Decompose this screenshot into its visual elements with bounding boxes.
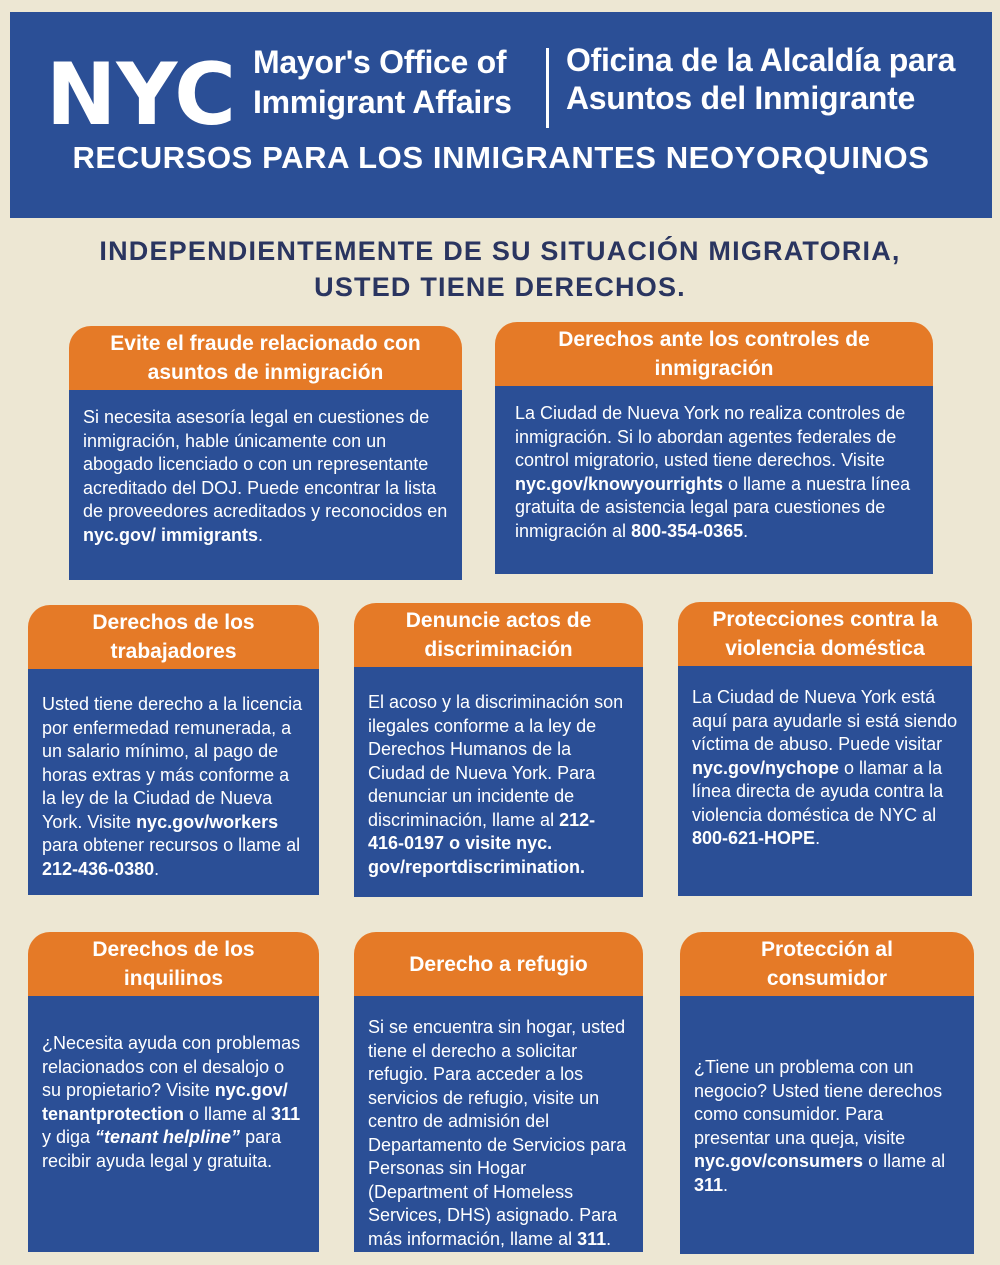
card-body: ¿Necesita ayuda con problemas relacionados con el desalojo o su propietario? Visite nyc.gov/ tenantprotection o llame al 311 y diga “tenant helpline” para recibir ayuda legal y gratuita.: [28, 996, 319, 1252]
link-consumers[interactable]: nyc.gov/consumers: [694, 1151, 864, 1171]
card-title: Protección al consumidor: [680, 932, 974, 996]
phone-311[interactable]: 311: [271, 1103, 301, 1124]
office-name-es-line1: Oficina de la Alcaldía para: [566, 42, 956, 78]
headline-line2: USTED TIENE DERECHOS.: [314, 272, 686, 302]
card-body: ¿Tiene un problema con un negocio? Usted tiene derechos como consumidor. Para presentar una queja, visite nyc.gov/consumers o llame al 311.: [680, 996, 974, 1254]
svg-text:NYC: NYC: [46, 56, 236, 132]
card-immigration-fraud: [69, 326, 462, 580]
card-discrimination: [354, 603, 643, 897]
banner-title: RECURSOS PARA LOS INMIGRANTES NEOYORQUINOS: [72, 140, 930, 175]
tenant-helpline-phrase: “tenant helpline”: [95, 1127, 241, 1147]
office-name-en-line1: Mayor's Office of: [253, 44, 507, 80]
card-title: Derechos de los inquilinos: [28, 932, 319, 996]
phone-legal-line[interactable]: 800-354-0365: [631, 520, 744, 541]
card-consumer-protection: [680, 932, 974, 1254]
card-body: La Ciudad de Nueva York no realiza controles de inmigración. Si lo abordan agentes federales de control migratorio, usted tiene derechos. Visite nyc.gov/knowyourrights o llame a nuestra línea gratuita de asistencia legal para cuestiones de inmigración al 800-354-0365.: [495, 386, 933, 574]
title-divider: [546, 48, 549, 128]
card-body: Usted tiene derecho a la licencia por enfermedad remunerada, a un salario mínimo, al pago de horas extras y más conforme a la ley de la Ciudad de Nueva York. Visite nyc.gov/workers para obtener recursos o llame al 212-436-0380.: [28, 669, 319, 895]
header-banner: [10, 12, 992, 218]
link-reportdiscrimination[interactable]: 212-416-0197 o visite nyc. gov/reportdiscrimination.: [368, 809, 596, 877]
link-workers[interactable]: nyc.gov/workers: [136, 811, 279, 832]
card-body: Si se encuentra sin hogar, usted tiene el derecho a solicitar refugio. Para acceder a los servicios de refugio, visite un centro de admisión del Departamento de Servicios para Personas sin Hogar (Department of Homeless Services, DHS) asignado. Para más información, llame al 311.: [354, 996, 643, 1252]
card-title: Derecho a refugio: [354, 932, 643, 996]
card-right-to-shelter: [354, 932, 643, 1252]
card-body: Si necesita asesoría legal en cuestiones de inmigración, hable únicamente con un abogado licenciado o con un representante acreditado del DOJ. Puede encontrar la lista de proveedores acreditados y reconocidos en nyc.gov/ immigrants.: [69, 390, 462, 580]
nyc-logo: [46, 56, 242, 132]
card-title: Protecciones contra la violencia doméstica: [678, 602, 972, 666]
phone-311[interactable]: 311: [694, 1174, 724, 1195]
card-title: Denuncie actos de discriminación: [354, 603, 643, 667]
office-name-en-line2: Immigrant Affairs: [253, 84, 512, 120]
phone-hope[interactable]: 800-621-HOPE: [692, 828, 816, 848]
link-knowyourrights[interactable]: nyc.gov/knowyourrights: [515, 473, 724, 494]
card-title: Evite el fraude relacionado con asuntos de inmigración: [69, 326, 462, 390]
office-name-es-line2: Asuntos del Inmigrante: [566, 80, 915, 116]
phone-311[interactable]: 311: [577, 1228, 607, 1249]
card-tenants-rights: [28, 932, 319, 1252]
card-title: Derechos de los trabajadores: [28, 605, 319, 669]
card-title: Derechos ante los controles de inmigración: [495, 322, 933, 386]
link-immigrants[interactable]: nyc.gov/ immigrants: [83, 524, 259, 545]
card-immigration-controls: [495, 322, 933, 574]
card-workers-rights: [28, 605, 319, 895]
headline-line1: INDEPENDIENTEMENTE DE SU SITUACIÓN MIGRATORIA,: [99, 236, 901, 266]
card-domestic-violence: [678, 602, 972, 896]
card-body: El acoso y la discriminación son ilegales conforme a la ley de Derechos Humanos de la Ciudad de Nueva York. Para denunciar un incidente de discriminación, llame al 212-416-0197 o visite nyc. gov/reportdiscrimination.: [354, 667, 643, 897]
link-tenantprotection[interactable]: nyc.gov/ tenantprotection: [42, 1080, 288, 1124]
phone-workers[interactable]: 212-436-0380: [42, 858, 155, 879]
link-nychope[interactable]: nyc.gov/nychope: [692, 757, 840, 778]
card-body: La Ciudad de Nueva York está aquí para ayudarle si está siendo víctima de abuso. Puede visitar nyc.gov/nychope o llamar a la línea directa de ayuda contra la violencia doméstica de NYC al 800-621-HOPE.: [678, 666, 972, 896]
